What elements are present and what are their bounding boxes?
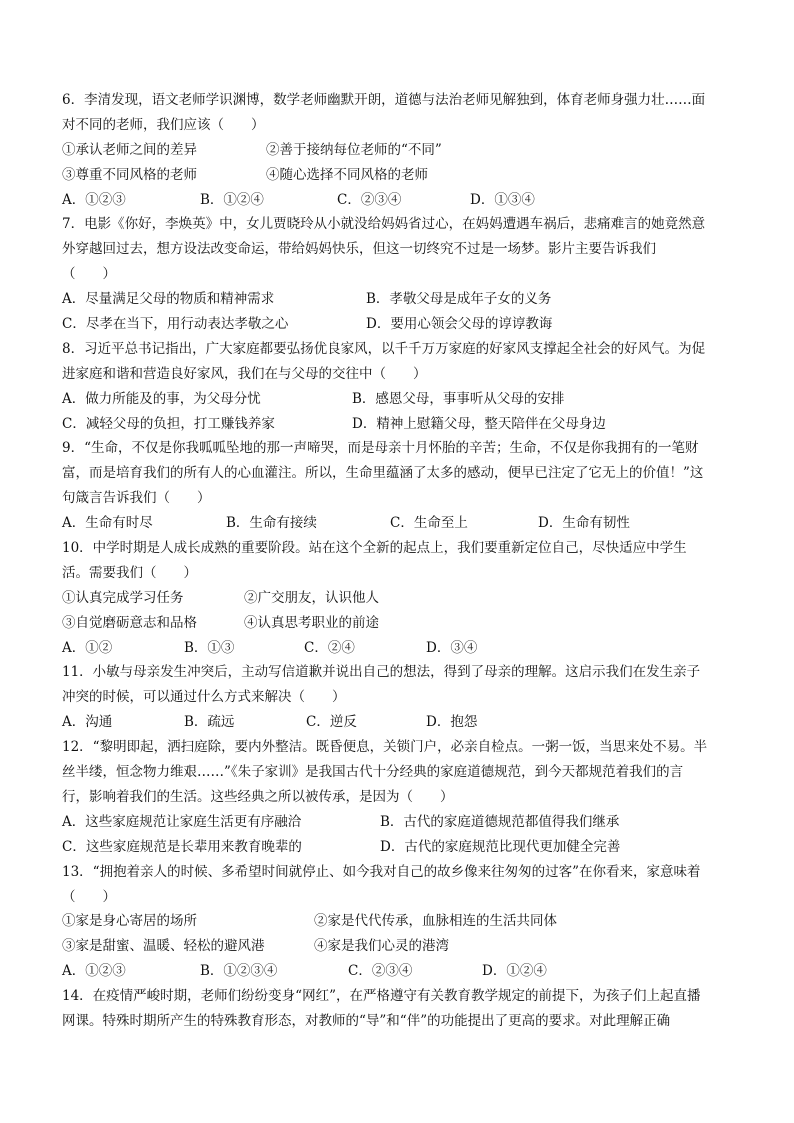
question-13-options	[62, 959, 738, 984]
question-7-stem-line-2: 外穿越回过去，想方设法改变命运，带给妈妈快乐，但这一切终究不过是一场梦。影片主要告诉我们	[62, 241, 656, 258]
question-6-stem-line-2: 对不同的老师，我们应该（ ）	[62, 116, 265, 133]
option-d: D．精神上慰籍父母，整天陪伴在父母身边	[352, 415, 606, 432]
question-6-statements-row-1	[62, 138, 738, 163]
statement-4: ④认真思考职业的前途	[244, 614, 379, 631]
question-12-options-row-1	[62, 810, 738, 835]
question-8-stem-line-2: 进家庭和谐和营造良好家风，我们在与父母的交往中（ ）	[62, 365, 427, 382]
statement-1: ①承认老师之间的差异	[62, 141, 197, 158]
option-d: D．要用心领会父母的谆谆教诲	[366, 316, 553, 333]
option-a: A．这些家庭规范让家庭生活更有序融洽	[62, 813, 302, 830]
option-a: A．①②	[62, 639, 113, 656]
question-13	[62, 860, 738, 984]
option-d: D．①③④	[470, 191, 535, 208]
question-6	[62, 88, 738, 212]
question-10-stem-line-1: 10．中学时期是人成长成熟的重要阶段。站在这个全新的起点上，我们要重新定位自己，尽快适应中学生	[62, 540, 687, 557]
question-13-stem-line-2: （ ）	[62, 888, 116, 905]
question-11	[62, 660, 738, 735]
option-d: D．生命有韧性	[538, 515, 630, 532]
question-12-stem-line-3: 行，影响着我们的生活。这些经典之所以被传承，是因为（ ）	[62, 788, 454, 805]
question-7-stem-line-3: （ ）	[62, 266, 116, 283]
question-11-options	[62, 710, 738, 735]
option-c: C．②③④	[337, 191, 402, 208]
question-8-options-row-2	[62, 412, 738, 437]
statement-3: ③家是甜蜜、温暖、轻松的避风港	[62, 938, 265, 955]
option-a: A．生命有时尽	[62, 515, 153, 532]
question-10-statements-row-2	[62, 611, 738, 636]
option-c: C．逆反	[306, 714, 357, 731]
question-11-stem-line-1: 11．小敏与母亲发生冲突后，主动写信道歉并说出自己的想法，得到了母亲的理解。这启示我们在发生亲子	[62, 664, 701, 681]
question-7-options-row-2	[62, 312, 738, 337]
option-b: B．孝敬父母是成年子女的义务	[366, 291, 552, 308]
option-b: B．①③	[184, 639, 235, 656]
question-9-stem-line-2: 富，而是培育我们的所有人的心血灌注。所以，生命里蕴涵了太多的感动，便早已注定了它无上的价值！”这	[62, 465, 704, 482]
question-7-stem-line-1: 7．电影《你好，李焕英》中，女儿贾晓玲从小就没给妈妈省过心，在妈妈遭遇车祸后，悲痛难言的她竟然意	[62, 216, 706, 233]
question-9	[62, 436, 738, 536]
question-6-options	[62, 188, 738, 213]
question-13-statements-row-1	[62, 909, 738, 934]
option-b: B．①②④	[200, 191, 264, 208]
statement-2: ②广交朋友，认识他人	[244, 589, 379, 606]
option-d: D．①②④	[482, 963, 547, 980]
question-9-stem-line-3: 句箴言告诉我们（ ）	[62, 490, 211, 507]
question-14-stem-line-1: 14．在疫情严峻时期，老师们纷纷变身“网红”，在严格遵守有关教育教学规定的前提下，为孩子们上起直播	[62, 988, 701, 1005]
question-12-stem-line-1: 12．“黎明即起，洒扫庭除，要内外整洁。既昏便息，关锁门户，必亲自检点。一粥一饭，当思来处不易。半	[62, 739, 708, 756]
statement-3: ③自觉磨砺意志和品格	[62, 614, 197, 631]
question-14	[62, 984, 738, 1034]
question-12-options-row-2	[62, 835, 738, 860]
option-b: B．古代的家庭道德规范都值得我们继承	[380, 813, 620, 830]
option-c: C．尽孝在当下，用行动表达孝敬之心	[62, 316, 289, 333]
question-10-stem-line-2: 活。需要我们（ ）	[62, 564, 197, 581]
question-6-stem-line-1: 6．李清发现，语文老师学识渊博，数学老师幽默开朗，道德与法治老师见解独到，体育老师身强力壮……面	[62, 92, 706, 108]
statement-4: ④随心选择不同风格的老师	[266, 166, 428, 183]
option-d: D．③④	[426, 639, 478, 656]
option-c: C．②③④	[348, 963, 413, 980]
option-a: A．沟通	[62, 714, 113, 731]
question-10	[62, 536, 738, 660]
option-a: A．尽量满足父母的物质和精神需求	[62, 291, 275, 308]
option-c: C．生命至上	[390, 515, 468, 532]
question-13-stem-line-1: 13．“拥抱着亲人的时候、多希望时间就停止、如今我对自己的故乡像来往匆匆的过客”在你看来，家意味着	[62, 863, 701, 880]
option-c: C．②④	[304, 639, 355, 656]
option-c: C．减轻父母的负担，打工赚钱养家	[62, 415, 275, 432]
option-b: B．疏远	[184, 714, 235, 731]
question-12	[62, 735, 738, 859]
statement-4: ④家是我们心灵的港湾	[314, 938, 449, 955]
question-8	[62, 337, 738, 437]
statement-3: ③尊重不同风格的老师	[62, 166, 197, 183]
option-b: B．①②③④	[200, 963, 278, 980]
option-c: C．这些家庭规范是长辈用来教育晚辈的	[62, 838, 302, 855]
question-7	[62, 212, 738, 336]
question-10-options	[62, 636, 738, 661]
question-6-statements-row-2	[62, 163, 738, 188]
statement-2: ②家是代代传承，血脉相连的生活共同体	[314, 913, 557, 930]
option-a: A．做力所能及的事，为父母分忧	[62, 390, 261, 407]
option-a: A．①②③	[62, 963, 126, 980]
option-d: D．抱怨	[426, 714, 478, 731]
question-13-statements-row-2	[62, 934, 738, 959]
question-9-stem-line-1: 9．“生命，不仅是你我呱呱坠地的那一声啼哭，而是母亲十月怀胎的辛苦；生命，不仅是你我拥有的一笔财	[62, 440, 699, 457]
question-8-stem-line-1: 8．习近平总书记指出，广大家庭都要弘扬优良家风，以千千万万家庭的好家风支撑起全社会的好风气。为促	[62, 340, 706, 357]
question-8-options-row-1	[62, 387, 738, 412]
question-14-stem-line-2: 网课。特殊时期所产生的特殊教育形态，对教师的“导”和“伴”的功能提出了更高的要求。对此理解正确	[62, 1012, 671, 1029]
option-b: B．生命有接续	[226, 515, 317, 532]
statement-1: ①认真完成学习任务	[62, 589, 184, 606]
question-11-stem-line-2: 冲突的时候，可以通过什么方式来解决（ ）	[62, 689, 346, 706]
statement-1: ①家是身心寄居的场所	[62, 913, 197, 930]
question-12-stem-line-2: 丝半缕，恒念物力维艰……”《朱子家训》是我国古代十分经典的家庭道德规范，到今天都规范着我们的言	[62, 764, 684, 781]
question-9-options	[62, 511, 738, 536]
exam-page	[62, 88, 738, 1034]
option-a: A．①②③	[62, 191, 126, 208]
statement-2: ②善于接纳每位老师的“不同”	[266, 141, 442, 158]
question-7-options-row-1	[62, 287, 738, 312]
question-10-statements-row-1	[62, 586, 738, 611]
option-b: B．感恩父母，事事听从父母的安排	[352, 390, 565, 407]
option-d: D．古代的家庭规范比现代更加健全完善	[380, 838, 621, 855]
